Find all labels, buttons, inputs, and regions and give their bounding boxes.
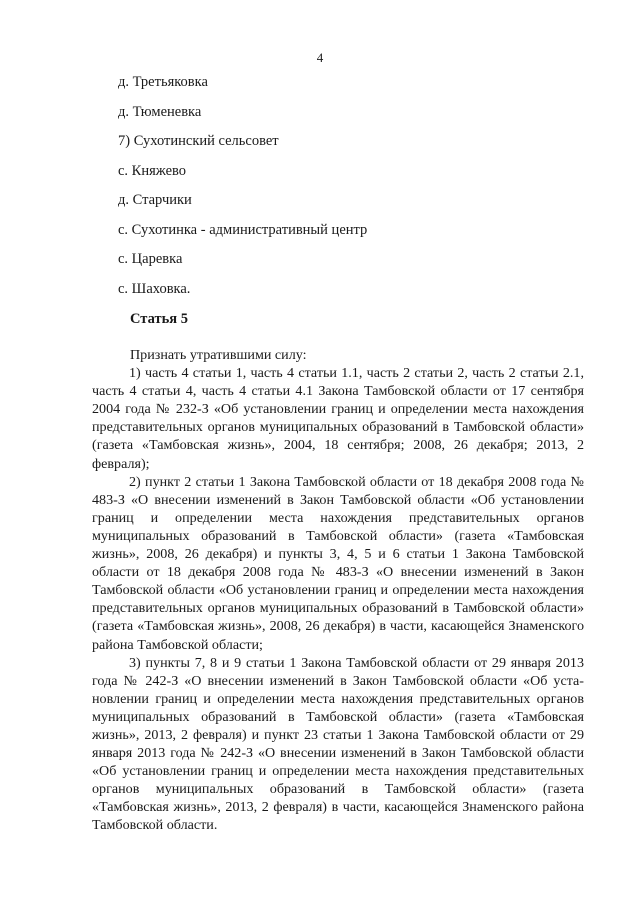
paragraph-1: 1) часть 4 статьи 1, часть 4 статьи 1.1, часть 2 статьи 2, часть 2 статьи 2.1, часть 4 статьи 4, часть 4 статьи 4.1 Закона Тамбовской области от 17 сентября 2004 года № 232-З «Об установлении границ и определении места нахождения представительных органов муниципальных образований в Тамбовской области» (газета «Тамбовская жизнь», 2004, 18 сентября; 2008, 26 декабря; 2013, 2 февраля); xyxy=(92,365,584,472)
list-item: с. Княжево xyxy=(118,162,187,179)
page-number: 4 xyxy=(316,50,324,65)
settlement-list xyxy=(118,68,367,304)
list-item: с. Сухотинка - административный центр xyxy=(118,221,368,238)
article-body xyxy=(92,346,584,835)
list-item: д. Третьяковка xyxy=(118,74,208,90)
list-item: д. Тюменевка xyxy=(118,103,202,120)
list-item: 7) Сухотинский сельсовет xyxy=(118,133,279,149)
article-title: Статья 5 xyxy=(130,311,188,327)
paragraph-3: 3) пункты 7, 8 и 9 статьи 1 Закона Тамбовской области от 29 января 2013 года № 242-З «О внесении изменений в Закон Тамбовской области «Об установлении границ и определении места нахождения представительных органов муниципальных образований в Тамбовской области» (газета «Тамбовская жизнь», 2013, 2 февраля) и пункт 23 статьи 1 Закона Тамбовской области от 29 января 2013 года № 242-З «О внесении изменений в Закон Тамбовской области «Об установлении границ и определении места нахождения представительных органов муниципальных образований в Тамбовской области» (газета «Тамбовская жизнь», 2013, 2 февраля) в части, касающейся Знаменского района Тамбовской области. xyxy=(92,654,584,834)
list-item: с. Царевка xyxy=(118,251,183,267)
article-intro: Признать утратившими силу: xyxy=(130,347,307,363)
list-item: с. Шаховка. xyxy=(118,280,191,297)
paragraph-2: 2) пункт 2 статьи 1 Закона Тамбовской области от 18 декабря 2008 года № 483-З «О внесении изменений в Закон Тамбовской области «Об установлении границ и определении места нахождения представительных органов муниципальных образований в Тамбовской области» (газета «Тамбовская жизнь», 2008, 26 декабря) и пункты 3, 4, 5 и 6 статьи 1 Закона Тамбовской области от 18 декабря 2008 года № 483-З «О внесении изменений в Закон Тамбовской области «Об установлении границ и определении места нахождения представительных органов муниципальных образований в Тамбовской области» (газета «Тамбовская жизнь», 2008, 26 декабря) в части, касающейся Знаменского района Тамбовской области; xyxy=(92,473,584,653)
list-item: д. Старчики xyxy=(118,192,192,208)
